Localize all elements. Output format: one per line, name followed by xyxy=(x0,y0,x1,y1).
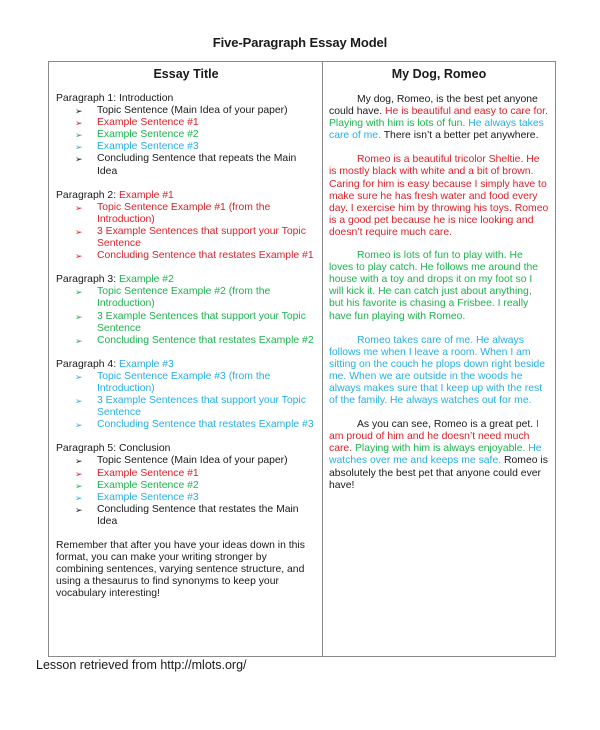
list-item xyxy=(56,311,316,335)
arrow-bullet-icon: ➢ xyxy=(75,226,83,237)
list-item-text: Concluding Sentence that restates Example #1 xyxy=(97,250,314,262)
example-sentence-1: I am proud of him and he doesn’t need much care. xyxy=(329,419,539,455)
outline-paragraph-1 xyxy=(56,93,316,178)
source-attribution: Lesson retrieved from http://mlots.org/ xyxy=(36,658,247,672)
list-item-text: Example Sentence #3 xyxy=(97,491,199,503)
outline-column-heading: Essay Title xyxy=(153,67,219,81)
concluding-sentence: Romeo is absolutely the best pet that anyone could ever have! xyxy=(329,455,548,491)
arrow-bullet-icon: ➢ xyxy=(75,311,83,322)
list-item xyxy=(56,492,316,504)
example-sentence-3: He watches over me and keeps me safe. xyxy=(329,443,542,467)
list-item xyxy=(56,117,316,129)
concluding-sentence: There isn’t a better pet anywhere. xyxy=(383,130,539,142)
outline-paragraph-2 xyxy=(56,190,316,263)
list-item xyxy=(56,455,316,467)
list-item-text: Concluding Sentence that repeats the Main Idea xyxy=(97,153,297,177)
example-sentence-2: Playing with him is always enjoyable. xyxy=(355,443,529,455)
essay-paragraph-example-2: Romeo is lots of fun to play with. He loves to play catch. He follows me around the house with a toy and drops it on my foot so I will kick it. He can catch just about anything, but his favorite is chasing a Frisbee. I really have fun playing with Romeo. xyxy=(329,250,539,322)
list-item xyxy=(56,141,316,153)
list-item-text: Topic Sentence (Main Idea of your paper) xyxy=(97,105,288,117)
document-title: Five-Paragraph Essay Model xyxy=(212,35,388,50)
paragraph-label-suffix: Example #3 xyxy=(118,358,174,370)
example-sentence-3: He always takes care of me. xyxy=(329,118,544,142)
sample-essay-body xyxy=(329,94,549,492)
list-item-text: 3 Example Sentences that support your Topic Sentence xyxy=(97,310,306,334)
list-item-text: Example Sentence #2 xyxy=(97,479,199,491)
arrow-bullet-icon: ➢ xyxy=(75,371,83,382)
list-item xyxy=(56,105,316,117)
sample-essay-title: My Dog, Romeo xyxy=(391,67,487,81)
essay-paragraph-conclusion xyxy=(329,419,549,492)
essay-paragraph-example-1: Romeo is a beautiful tricolor Sheltie. He is mostly black with white and a bit of brown. Caring for him is easy because I simply have to make sure he has fresh water and food every day. I exercise him by throwing his toys. Romeo is a good pet because he is nice looking and doesn’t require much care. xyxy=(329,154,549,238)
paragraph-label-suffix: Example #1 xyxy=(118,189,174,201)
list-item-text: Topic Sentence Example #2 (from the Introduction) xyxy=(97,286,271,310)
list-item xyxy=(56,419,316,431)
list-item xyxy=(56,226,316,250)
arrow-bullet-icon: ➢ xyxy=(75,287,83,298)
list-item xyxy=(56,250,316,262)
outline-paragraph-heading xyxy=(56,274,316,286)
outline-paragraph-heading xyxy=(56,190,316,202)
list-item xyxy=(56,286,316,310)
list-item xyxy=(56,371,316,395)
outline-paragraph-5 xyxy=(56,443,316,528)
list-item xyxy=(56,129,316,141)
essay-paragraph-introduction xyxy=(329,94,549,142)
outline-paragraph-heading xyxy=(56,93,316,105)
outline-bullet-list xyxy=(56,202,316,262)
outline-bullet-list xyxy=(56,105,316,178)
outline-bullet-list xyxy=(56,286,316,346)
list-item-text: Topic Sentence Example #1 (from the Introduction) xyxy=(97,201,271,225)
outline-body xyxy=(56,93,316,600)
paragraph-label: Paragraph 1: xyxy=(56,93,119,104)
list-item xyxy=(56,504,316,528)
outline-bullet-list xyxy=(56,455,316,528)
list-item-text: Concluding Sentence that restates the Main Idea xyxy=(97,503,299,527)
arrow-bullet-icon: ➢ xyxy=(75,480,83,491)
arrow-bullet-icon: ➢ xyxy=(75,118,83,129)
list-item xyxy=(56,202,316,226)
example-sentence-1: He is beautiful and easy to care for. xyxy=(385,106,548,118)
list-item-text: Example Sentence #3 xyxy=(97,141,199,153)
sample-essay-column xyxy=(323,62,555,656)
arrow-bullet-icon: ➢ xyxy=(75,202,83,213)
arrow-bullet-icon: ➢ xyxy=(75,468,83,479)
list-item-text: Topic Sentence Example #3 (from the Introduction) xyxy=(97,370,271,394)
arrow-bullet-icon: ➢ xyxy=(75,492,83,503)
list-item-text: Concluding Sentence that restates Example #2 xyxy=(97,334,314,346)
outline-paragraph-heading xyxy=(56,359,316,371)
outline-paragraph-3 xyxy=(56,274,316,347)
outline-paragraph-heading xyxy=(56,443,316,455)
paragraph-label: Paragraph 3: xyxy=(56,274,119,286)
arrow-bullet-icon: ➢ xyxy=(75,251,83,262)
outline-column xyxy=(49,62,323,656)
paragraph-label: Paragraph 5: xyxy=(56,443,119,455)
essay-paragraph-example-3: Romeo takes care of me. He always follows me when I leave a room. When I am sitting on the couch he plops down right beside me. When we are outside in the woods he always makes sure that I keep up with the rest of the family. He always watches out for me. xyxy=(329,334,546,407)
list-item-text: Topic Sentence (Main Idea of your paper) xyxy=(97,455,288,467)
paragraph-label: Paragraph 2: xyxy=(56,189,119,201)
arrow-bullet-icon: ➢ xyxy=(75,154,83,165)
arrow-bullet-icon: ➢ xyxy=(75,504,83,515)
list-item xyxy=(56,395,316,419)
list-item xyxy=(56,468,316,480)
list-item-text: 3 Example Sentences that support your Topic Sentence xyxy=(97,225,306,250)
arrow-bullet-icon: ➢ xyxy=(75,456,83,467)
list-item xyxy=(56,335,316,347)
writing-tip-note: Remember that after you have your ideas down in this format, you can make your writing stronger by combining sentences, varying sentence structure, and using a thesaurus to find synonyms to keep your vocabulary interesting! xyxy=(56,540,305,600)
arrow-bullet-icon: ➢ xyxy=(75,420,83,431)
list-item xyxy=(56,153,316,177)
list-item-text: Concluding Sentence that restates Example #3 xyxy=(97,419,314,431)
outline-bullet-list xyxy=(56,371,316,431)
list-item xyxy=(56,480,316,492)
example-sentence-2: Playing with him is lots of fun. xyxy=(329,118,469,130)
list-item-text: 3 Example Sentences that support your Topic Sentence xyxy=(97,395,306,419)
arrow-bullet-icon: ➢ xyxy=(75,130,83,141)
essay-model-table xyxy=(48,61,556,657)
arrow-bullet-icon: ➢ xyxy=(75,396,83,407)
list-item-text: Example Sentence #1 xyxy=(97,467,199,479)
list-item-text: Example Sentence #1 xyxy=(97,117,199,129)
paragraph-label-suffix: Example #2 xyxy=(118,274,174,286)
list-item-text: Example Sentence #2 xyxy=(97,129,199,141)
topic-sentence: My dog, Romeo, is the best pet anyone could have. xyxy=(329,94,538,118)
paragraph-label-suffix: Conclusion xyxy=(118,443,171,455)
topic-sentence: As you can see, Romeo is a great pet. xyxy=(357,419,537,431)
paragraph-label: Paragraph 4: xyxy=(56,358,119,370)
arrow-bullet-icon: ➢ xyxy=(75,106,83,117)
arrow-bullet-icon: ➢ xyxy=(75,142,83,153)
arrow-bullet-icon: ➢ xyxy=(75,335,83,346)
paragraph-label-suffix: Introduction xyxy=(118,93,174,104)
outline-paragraph-4 xyxy=(56,359,316,432)
